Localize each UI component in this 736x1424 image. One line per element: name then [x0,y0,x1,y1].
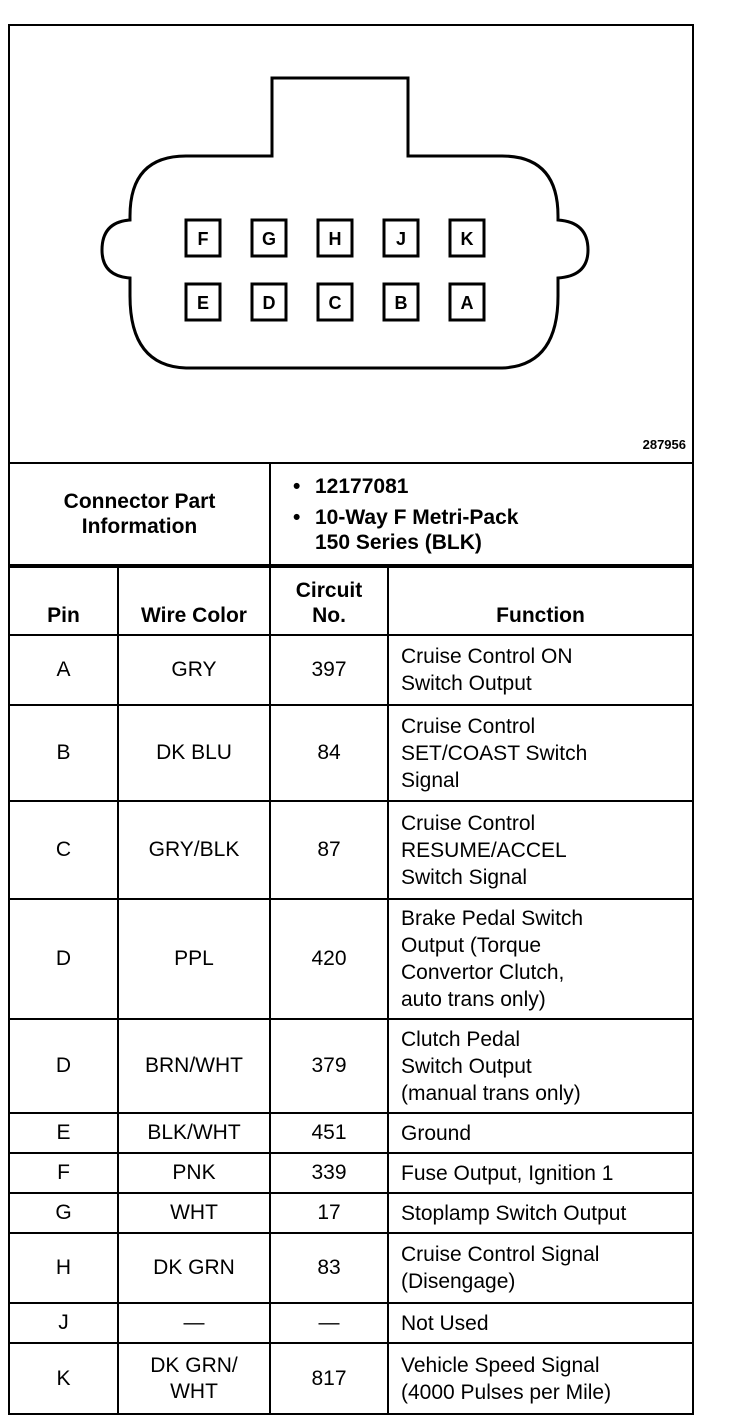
pin-label: J [395,229,407,249]
table-row [10,899,692,1019]
function-line: SET/COAST Switch [401,741,588,765]
pin-function-table [10,566,692,1413]
function-line: Convertor Clutch, [401,961,565,984]
description-line-2: 150 Series (BLK) [315,530,482,554]
table-row [10,1303,692,1343]
pin-cavity-c [318,284,352,320]
pin-label: H [328,229,342,249]
header-circuit-line-2: No. [312,604,346,627]
pin-cell: F [10,1153,118,1193]
pin-label: E [196,293,210,313]
pin-cell: J [10,1303,118,1343]
circuit-cell: 83 [270,1233,388,1303]
table-row [10,1113,692,1153]
pin-cavity-h [318,220,352,256]
function-line: (manual trans only) [401,1081,581,1105]
function-line: Cruise Control [401,714,536,738]
function-cell [388,705,692,801]
pin-cell: D [10,899,118,1019]
wire-color-cell: DK BLU [118,705,270,801]
wire-color-cell: GRY [118,635,270,705]
pin-cell: A [10,635,118,705]
pin-label: G [261,229,277,249]
function-line: Not Used [401,1311,489,1335]
function-cell [388,1193,692,1233]
function-cell [388,1303,692,1343]
function-line: Vehicle Speed Signal [401,1353,600,1377]
wire-color-cell: WHT [118,1193,270,1233]
bullet: • [293,505,301,529]
wire-color-cell [118,1343,270,1413]
function-line: (4000 Pulses per Mile) [401,1380,612,1404]
pin-cavity-f [186,220,220,256]
connector-info-label-text: Connector Part Information [63,490,216,538]
wire-color-cell: GRY/BLK [118,801,270,899]
pin-label: D [262,293,276,313]
description-line-1: 10-Way F Metri-Pack [315,505,519,529]
function-cell [388,1343,692,1413]
description-line [293,505,692,530]
pin-cell: C [10,801,118,899]
connector-diagram [10,26,692,464]
function-cell [388,899,692,1019]
circuit-cell: 397 [270,635,388,705]
wire-color-line: WHT [170,1379,218,1403]
function-line: Ground [401,1121,472,1145]
part-number: 12177081 [315,474,409,498]
pin-label: K [460,229,474,249]
connector-sheet [8,24,694,1415]
header-function: Function [388,567,692,635]
function-line: Fuse Output, Ignition 1 [401,1161,614,1185]
function-line: RESUME/ACCEL [401,838,567,862]
table-row [10,1153,692,1193]
function-line: Cruise Control [401,811,536,835]
part-number-line [293,474,692,499]
wire-color-cell: PPL [118,899,270,1019]
wire-color-line: DK GRN/ [150,1353,238,1377]
function-line: Switch Output [401,1054,532,1078]
function-cell [388,1113,692,1153]
pin-cavity-j [384,220,418,256]
connector-outline-drawing [10,26,692,462]
function-line: auto trans only) [401,988,546,1011]
connector-housing [102,78,588,368]
connector-info-label [10,464,270,565]
circuit-cell: 84 [270,705,388,801]
bullet: • [293,474,301,498]
pin-cell: D [10,1019,118,1113]
pin-cavity-a [450,284,484,320]
pin-cell: B [10,705,118,801]
function-cell [388,635,692,705]
circuit-cell: 817 [270,1343,388,1413]
pin-label: B [394,293,408,313]
function-cell [388,1233,692,1303]
pin-rows [10,635,692,1413]
wire-color-cell: BRN/WHT [118,1019,270,1113]
pin-cavity-k [450,220,484,256]
circuit-cell: 339 [270,1153,388,1193]
table-row [10,1019,692,1113]
function-line: Switch Signal [401,865,528,889]
header-wire-color: Wire Color [118,567,270,635]
circuit-cell: 379 [270,1019,388,1113]
pin-label: A [460,293,474,313]
connector-info-table [10,464,692,566]
pin-label: C [328,293,342,313]
table-row [10,1233,692,1303]
header-pin: Pin [10,567,118,635]
function-line: (Disengage) [401,1270,516,1293]
table-row [10,801,692,899]
wire-color-cell: DK GRN [118,1233,270,1303]
pin-label: F [197,229,209,249]
function-line: Switch Output [401,672,532,695]
pin-cell: E [10,1113,118,1153]
pin-cell: K [10,1343,118,1413]
circuit-cell: — [270,1303,388,1343]
wire-color-cell: — [118,1303,270,1343]
connector-info-details [270,464,692,565]
pin-cavity-d [252,284,286,320]
function-line: Output (Torque [401,934,542,957]
function-line: Clutch Pedal [401,1027,521,1051]
table-row [10,1343,692,1413]
circuit-cell: 87 [270,801,388,899]
function-line: Stoplamp Switch Output [401,1201,627,1225]
function-line: Brake Pedal Switch [401,907,584,930]
circuit-cell: 17 [270,1193,388,1233]
pin-cavity-e [186,284,220,320]
pin-cell: H [10,1233,118,1303]
circuit-cell: 451 [270,1113,388,1153]
table-row [10,1193,692,1233]
wire-color-cell: BLK/WHT [118,1113,270,1153]
table-row [10,705,692,801]
wire-color-cell: PNK [118,1153,270,1193]
pin-cavity-g [252,220,286,256]
circuit-cell: 420 [270,899,388,1019]
function-cell [388,801,692,899]
function-cell [388,1019,692,1113]
function-cell [388,1153,692,1193]
function-line: Signal [401,768,460,792]
table-row [10,635,692,705]
figure-number: 287956 [642,437,686,452]
pin-cell: G [10,1193,118,1233]
header-circuit-line-1: Circuit [295,579,363,602]
pin-cavity-b [384,284,418,320]
function-line: Cruise Control ON [401,645,573,668]
function-line: Cruise Control Signal [401,1243,600,1266]
header-circuit [270,567,388,635]
